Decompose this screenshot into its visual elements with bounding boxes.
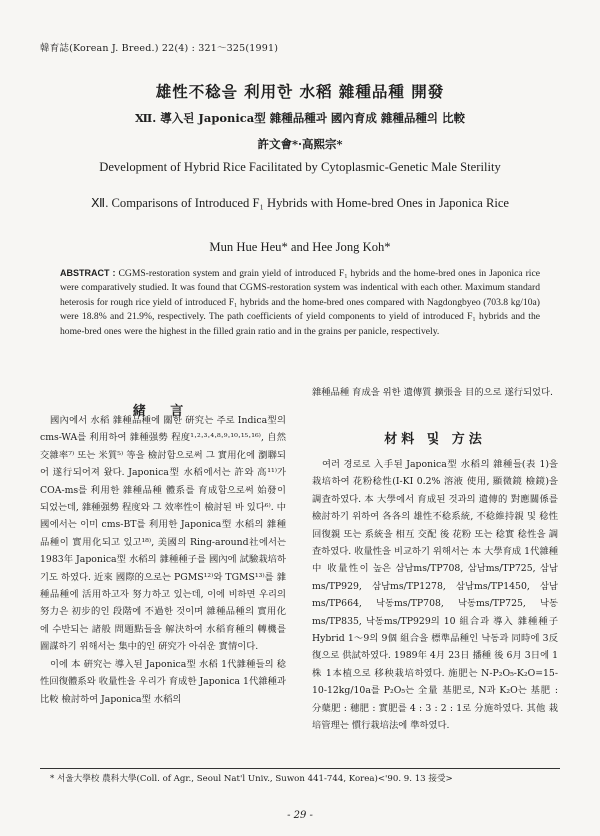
abstract-text: CGMS-restoration system and grain yield of introduced F₁ hybrids and the home-bred ones in Japonica rice were comparatively studied. It was found that CGMS-restoration system was indentical with each other. Maximum standard heterosis for rough rice yield of introduced F₁ hybrids and the home-bred ones compared with Nagdongbyeo (703.8 kg/10a) were 18.8% and 21.9%, respectively. The path coefficients of yield components to yield of introduced F₁ hybrids and the home-bred ones were the highest in the filled grain ratio and in the grains per panicle, respectively.: [60, 268, 540, 337]
right-column: [312, 456, 558, 735]
footnote-divider: [40, 768, 560, 769]
left-column: [40, 412, 286, 708]
section-title-introduction: 緒 言: [132, 404, 194, 419]
right-column-top: [312, 384, 558, 401]
title-english: Development of Hybrid Rice Facilitated by Cytoplasmic-Genetic Male Sterility: [99, 160, 501, 174]
journal-citation: 韓育誌(Korean J. Breed.) 22(4) : 321～325(1991): [40, 43, 279, 54]
section-title-methods: 材料 및 方法: [384, 432, 486, 447]
intro-paragraph-1: 國內에서 水稻 雜種品種에 關한 硏究는 주로 Indica型의 cms-WA를 利用하여 雜種强勢 程度¹·²·³·⁴·⁸·⁹·¹⁰·¹⁵·¹⁶⁾, 自然交雜率⁷⁾ 또는 米質⁵⁾ 等을 檢討함으로써 그 實用化에 瀏聯되어 遂行되어져 왔다. Japonica型 水稻에서는 許와 高¹¹⁾가 COA-ms를 利用한 雜種品種 體系를 育成함으로써 始發이 되었는데, 雜種强勢 程度와 그 效率性이 檢討된 바 있다⁶⁾. 中國에서는 이미 cms-BT를 利用한 Japonica型 水稻의 雜種品種이 實用化되고 있고¹⁸⁾, 美國의 Ring-around社에서는 1983年 Japonica型 水稻의 雜種種子를 國內에 試驗栽培하기도 하였다. 近來 國際的으로는 PGMS¹²⁾와 TGMS¹³⁾를 雜種品種에 活用하고자 努力하고 있는데, 이에 비하면 우리의 努力은 初步的인 段階에 不過한 것이며 雜種品種의 實用化에 수반되는 諸般 問題點들을 解決하여 水稻育種의 轉機를 圖謀하기 위해서는 集中的인 硏究가 아쉬운 實情이다.: [40, 415, 286, 653]
subtitle-korean: Ⅻ. 導入된 Japonica型 雜種品種과 國內育成 雜種品種의 比較: [135, 111, 465, 125]
page-number: - 29 -: [287, 810, 313, 821]
authors-english: Mun Hue Heu* and Hee Jong Koh*: [209, 240, 391, 254]
authors-korean: 許文會*·高熙宗*: [257, 137, 343, 151]
title-korean: 雄性不稔을 利用한 水稻 雜種品種 開發: [155, 82, 445, 101]
abstract-label: ABSTRACT :: [60, 268, 116, 278]
abstract: [60, 266, 540, 339]
methods-paragraph-1: 여러 경로로 入手된 Japonica型 水稻의 雜種들(表 1)을 栽培하여 花粉稔性(I-KI 0.2% 溶液 使用, 顯微鏡 檢鏡)을 調査하였다. 本 大學에서 育成된 것과의 遺傳的 對應關係를 檢討하기 위하여 各各의 雄性不稔系統, 不稔維持親 및 稔性回復親 또는 系統을 相互 交配 後 花粉 또는 稔實 稔性을 調査하였다. 收量性을 비교하기 위해서는 本 大學育成 1代雜種 中 收量性이 높은 삼남ms/TP708, 삼남ms/TP725, 삼남ms/TP929, 삼남ms/TP1278, 삼남ms/TP1450, 삼남ms/TP664, 낙동ms/TP708, 낙동ms/TP725, 낙동ms/TP835, 낙동ms/TP929의 10 組合과 導入 雜種種子 Hybrid 1～9의 9個 組合을 標準品種인 낙동과 同時에 3反復으로 供試하였다. 1989年 4月 23日 播種 後 6月 3日에 1株 1本植으로 移秧栽培하였다. 施肥는 N-P₂O₅-K₂O=15-10-12kg/10a를 P₂O₅는 全量 基肥로, N과 K₂O는 基肥 : 分蘖肥 : 穗肥 : 實肥를 4 : 3 : 2 : 1로 分施하였다. 其他 栽培管理는 慣行栽培法에 準하였다.: [312, 459, 558, 732]
intro-continuation: 雜種品種 育成을 위한 遺傳質 擴張을 目的으로 遂行되었다.: [312, 387, 553, 398]
footnote-affiliation: * 서울大學校 農科大學(Coll. of Agr., Seoul Nat'l Univ., Suwon 441-744, Korea)<'90. 9. 13 接受>: [50, 774, 453, 784]
subtitle-english: Ⅻ. Comparisons of Introduced F₁ Hybrids with Home-bred Ones in Japonica Rice: [90, 196, 510, 210]
intro-paragraph-2: 이에 本 硏究는 導入된 Japonica型 水稻 1代雜種들의 稔性回復體系와 收量性을 우리가 育成한 Japonica 1代雜種과 比較 檢討하여 Japonica型 水稻의: [40, 658, 286, 705]
